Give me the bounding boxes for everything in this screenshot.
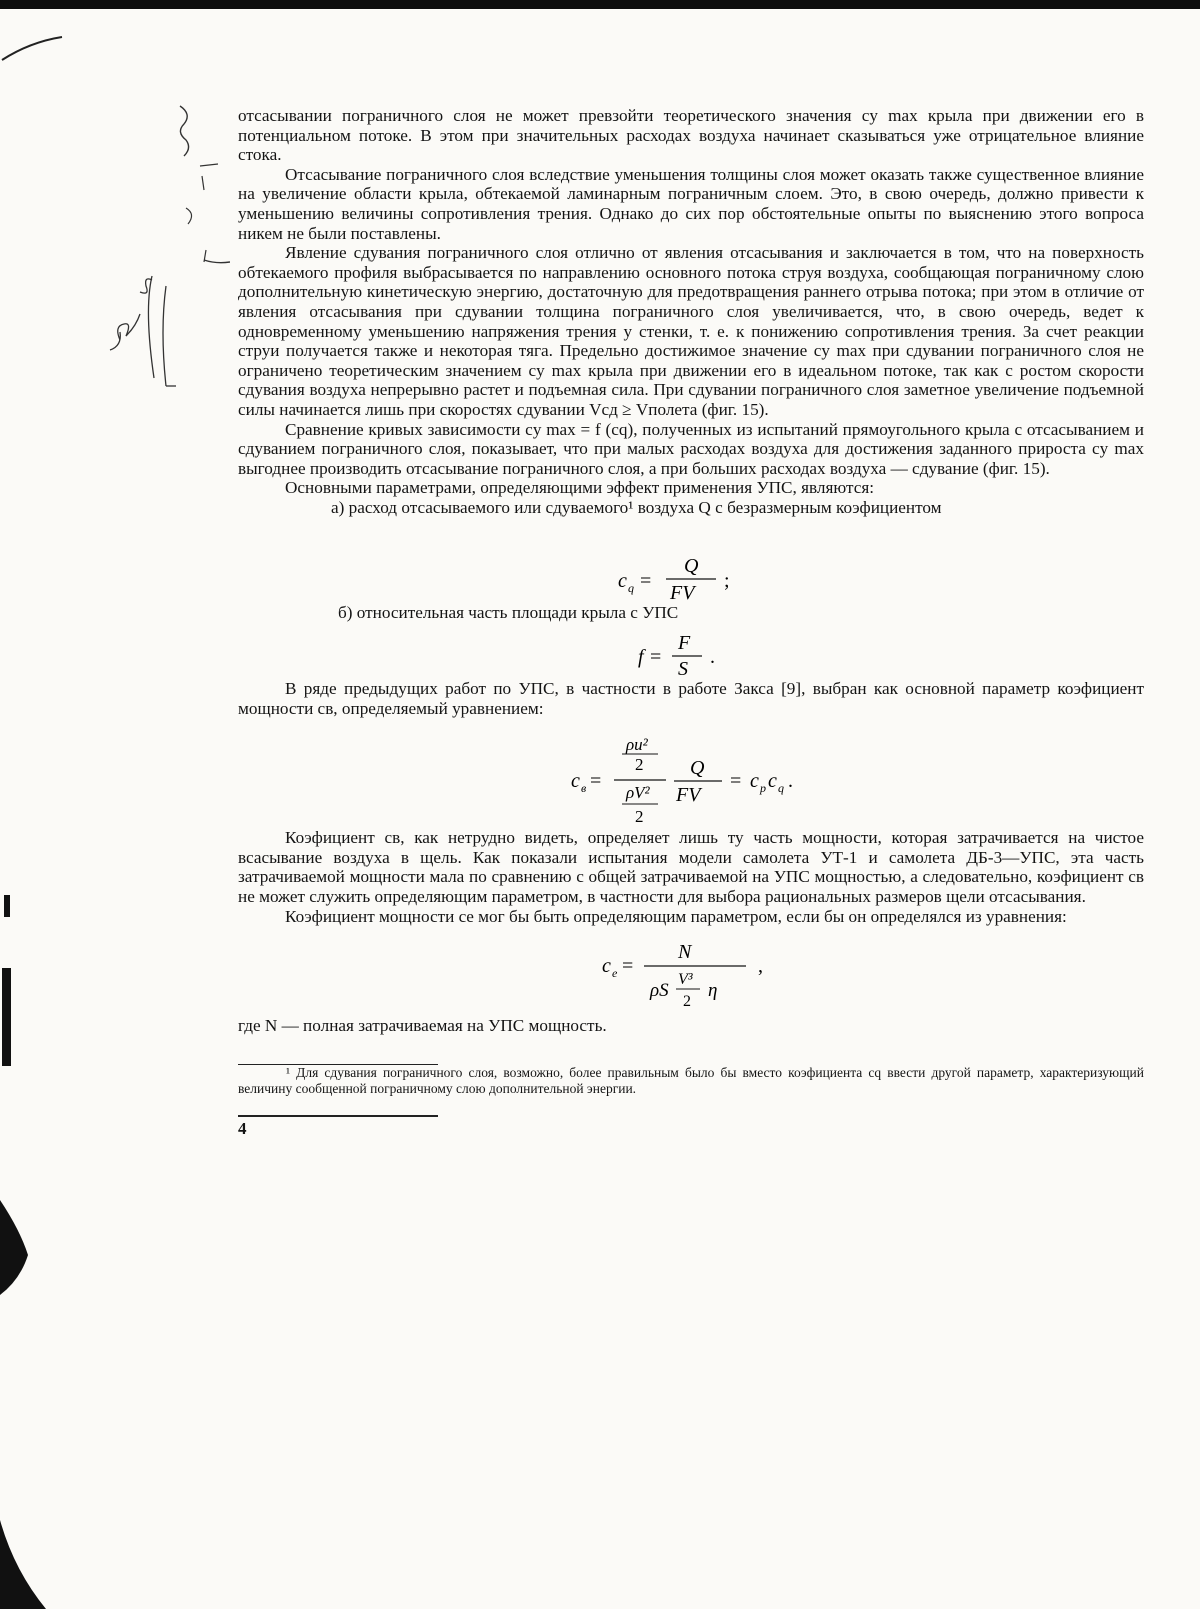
paragraph-3: Явление сдувания пограничного слоя отлично от явления отсасывания и заключается в том, что на поверхность обтекаемого профиля выбрасывается по направлению основного потока струя воздуха, сообщающая пограничному слою дополнительную кинетическую энергию, достаточную для предотвращения раннего отрыва потока; при этом в отличие от явления отсасывания при сдувании толщина пограничного слоя увеличивается, что, в свою очередь, ведет к одновременному уменьшению напряжения трения у стенки, т. е. к понижению сопротивления трения. За счет реакции струи получается также и некоторая тяга. Предельно достижимое значение cy max при сдувании пограничного слоя не ограничено теоретическим значением cy max крыла при движении его в идеальном потоке, так как с ростом скорости сдувания воздуха непрерывно растет и подъемная сила. При сдувании пограничного слоя заметное увеличение подъемной силы начинается лишь при скоростях сдувании Vсд ≥ Vполета (фиг. 15). [238,243,1144,419]
svg-text:,: , [758,955,763,978]
svg-text:q: q [778,781,784,796]
paragraph-1: отсасывании пограничного слоя не может превзойти теоретического значения cy max крыла при движении его в потенциальном потоке. В этом при значительных расходах воздуха начинает сказываться уже отрицательное влияние стока. [238,106,1144,165]
svg-text:в: в [581,781,587,796]
formula-cq-graphic [238,547,1144,603]
paragraph-4: Сравнение кривых зависимости cy max = f (cq), полученных из испытаний прямоугольного крыла с отсасыванием и сдуванием пограничного слоя, показывает, что при малых расходах воздуха для достижения заданного прироста cy max выгоднее производить отсасывание пограничного слоя, а при больших расходах воздуха — сдувание (фиг. 15). [238,419,1144,478]
page-number-divider [238,1115,438,1117]
formula-cq [238,547,1144,603]
formula-f-graphic [238,627,1144,679]
svg-text:.: . [710,646,715,669]
paragraph-9: Коэфициент cв, как нетрудно видеть, определяет лишь ту часть мощности, которая затрачивается на чистое всасывание воздуха в щель. Как показали испытания модели самолета УТ-1 и самолета ДБ-3—УПС, эта часть затрачиваемой мощности мала по сравнению с общей затрачиваемой на УПС мощностью, а следовательно, коэфициент cв не может служить определяющим параметром, в частности для выбора рациональных размеров щели отсасывания. [238,828,1144,907]
svg-text:V³: V³ [678,971,693,989]
svg-text:N: N [678,941,692,964]
handwritten-margin-notes [80,100,230,400]
paragraph-8: В ряде предыдущих работ по УПС, в частности в работе Закса [9], выбран как основной параметр коэфициент мощности cв, определяемый уравнением: [238,679,1144,718]
svg-text:=: = [590,770,602,793]
svg-text:Q: Q [684,555,699,578]
svg-text:S: S [678,658,688,680]
svg-text:c: c [768,770,777,793]
svg-text:=: = [650,646,662,669]
formula-ce [238,938,1144,1016]
svg-text:ρV²: ρV² [626,783,650,803]
page-body [238,106,1144,1138]
scan-edge-blot [0,1520,60,1609]
svg-text:=: = [622,955,634,978]
svg-text:2: 2 [635,755,644,775]
paragraph-5: Основными параметрами, определяющими эффект применения УПС, являются: [285,478,875,498]
svg-text:.: . [788,770,793,793]
svg-text:c: c [602,955,611,978]
svg-text:c: c [750,770,759,793]
svg-text:FV: FV [670,582,695,604]
paragraph-6: а) расход отсасываемого или сдуваемого¹ воздуха Q с безразмерным коэфициентом [331,497,942,517]
svg-text:η: η [708,980,718,1002]
svg-text:Q: Q [690,757,705,780]
paragraph-10: Коэфициент мощности cе мог бы быть определяющим параметром, если бы он определялся из уравнения: [285,906,1067,926]
svg-text:ρS: ρS [650,980,669,1002]
svg-text:ρu²: ρu² [626,735,648,755]
svg-text:=: = [730,770,742,793]
paragraph-7: б) относительная часть площади крыла с УПС [338,603,679,623]
formula-cv [238,732,1144,828]
formula-f [238,627,1144,679]
svg-text:=: = [640,570,652,593]
svg-text:FV: FV [676,784,701,807]
corner-pen-stroke [0,0,120,70]
paragraph-11: где N — полная затрачиваемая на УПС мощность. [238,1016,607,1036]
scan-edge-mark [2,968,11,1066]
svg-text:2: 2 [635,807,644,827]
svg-text:p: p [760,781,766,796]
svg-text:2: 2 [683,993,691,1011]
svg-text:F: F [678,632,691,655]
scan-edge-mark [4,895,10,917]
svg-text:f: f [638,646,644,669]
paragraph-2: Отсасывание пограничного слоя вследствие уменьшения толщины слоя может оказать также существенное влияние на увеличение области крыла, обтекаемой ламинарным пограничным слоем. Это, в свою очередь, должно привести к уменьшению величины сопротивления трения. Однако до сих пор обстоятельные опыты по выяснению этого вопроса никем не были поставлены. [238,164,1144,243]
svg-text:c: c [571,770,580,793]
page-number: 4 [238,1118,247,1138]
formula-ce-graphic [238,938,1144,1016]
formula-cv-graphic [238,732,1144,828]
scan-top-border [0,0,1200,9]
scan-edge-blot [0,1200,40,1300]
svg-text:е: е [612,966,618,981]
footnote: ¹ Для сдувания пограничного слоя, возможно, более правильным было бы вместо коэфициента cq ввести другой параметр, характеризующий величину сообщенной пограничному слою дополнительной энергии. [238,1064,1144,1096]
svg-text:;: ; [724,570,730,593]
svg-text:c: c [618,570,627,593]
svg-text:q: q [628,581,634,596]
